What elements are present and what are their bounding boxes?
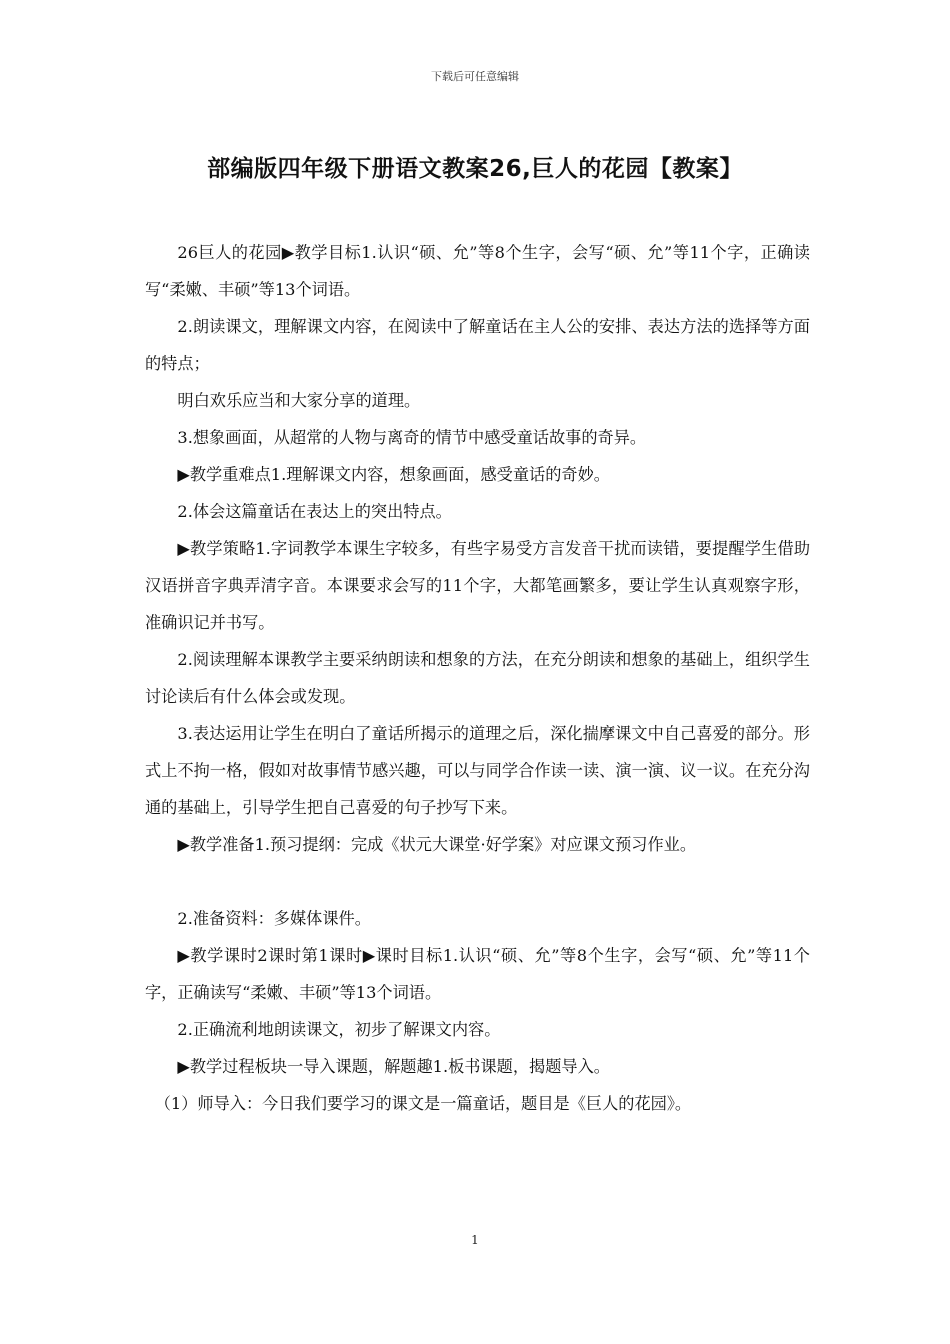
- paragraph-key-points-2: 2.体会这篇童话在表达上的突出特点。: [177, 502, 452, 521]
- paragraph-preparation-2: 2.准备资料：多媒体课件。: [177, 909, 371, 928]
- paragraph-intro: （1）师导入：今日我们要学习的课文是一篇童话，题目是《巨人的花园》。: [154, 1094, 692, 1113]
- paragraph-lesson-time: ▶教学课时2课时第1课时▶课时目标1.认识“硕、允”等8个生字，会写“硕、允”等11个字，正确读写“柔嫩、丰硕”等13个词语。: [145, 946, 810, 1002]
- paragraph-strategy-1: ▶教学策略1.字词教学本课生字较多，有些字易受方言发音干扰而读错，要提醒学生借助汉语拼音字典弄清字音。本课要求会写的11个字，大都笔画繁多，要让学生认真观察字形，准确识记并书写。: [145, 539, 810, 632]
- paragraph-key-points: ▶教学重难点1.理解课文内容，想象画面，感受童话的奇妙。: [177, 465, 610, 484]
- paragraph-objectives: 26巨人的花园▶教学目标1.认识“硕、允”等8个生字，会写“硕、允”等11个字，正确读写“柔嫩、丰硕”等13个词语。: [145, 243, 810, 299]
- paragraph-objective-2: 2.朗读课文，理解课文内容，在阅读中了解童话在主人公的安排、表达方法的选择等方面的特点；: [145, 317, 810, 373]
- header-note: 下载后可任意编辑: [431, 70, 519, 83]
- paragraph-preparation-1: ▶教学准备1.预习提纲：完成《状元大课堂·好学案》对应课文预习作业。: [177, 835, 697, 854]
- document-body: [145, 234, 810, 1122]
- paragraph-objective-2-cont: 明白欢乐应当和大家分享的道理。: [177, 391, 421, 410]
- paragraph-strategy-3: 3.表达运用让学生在明白了童话所揭示的道理之后，深化揣摩课文中自己喜爱的部分。形式上不拘一格，假如对故事情节感兴趣，可以与同学合作读一读、演一演、议一议。在充分沟通的基础上，引导学生把自己喜爱的句子抄写下来。: [145, 724, 810, 817]
- page-number: 1: [471, 1233, 479, 1247]
- document-title: 部编版四年级下册语文教案26,巨人的花园【教案】: [207, 156, 743, 182]
- paragraph-process: ▶教学过程板块一导入课题，解题趣1.板书课题，揭题导入。: [177, 1057, 610, 1076]
- paragraph-objective-3: 3.想象画面，从超常的人物与离奇的情节中感受童话故事的奇异。: [177, 428, 647, 447]
- paragraph-lesson-goal-2: 2.正确流利地朗读课文，初步了解课文内容。: [177, 1020, 501, 1039]
- paragraph-strategy-2: 2.阅读理解本课教学主要采纳朗读和想象的方法，在充分朗读和想象的基础上，组织学生讨论读后有什么体会或发现。: [145, 650, 810, 706]
